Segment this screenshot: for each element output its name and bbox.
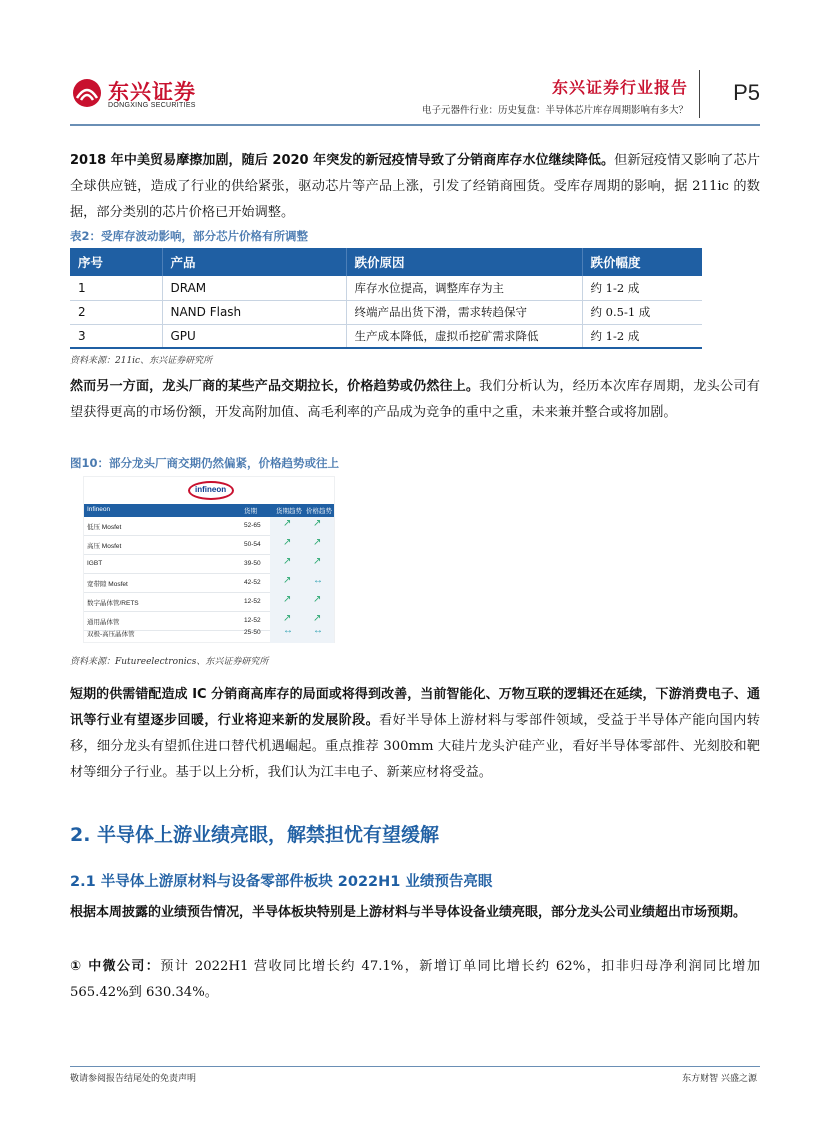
table-source: 资料来源：211ic、东兴证券研究所 bbox=[70, 356, 213, 366]
logo-english-name: DONGXING SECURITIES bbox=[108, 102, 196, 109]
paragraph-5-text: 预计 2022H1 营收同比增长约 47.1%，新增订单同比增长约 62%，扣非归母净利润同比增加 565.42%到 630.34%。 bbox=[70, 959, 761, 1000]
figure-product: 高压 Mosfet bbox=[87, 543, 122, 550]
header-rule bbox=[70, 124, 760, 126]
paragraph-1 bbox=[70, 148, 760, 226]
table-cell: 约 1-2 成 bbox=[582, 276, 702, 300]
table-cell: 约 1-2 成 bbox=[582, 324, 702, 348]
paragraph-4 bbox=[70, 900, 760, 926]
figure-product: 宽带隙 Mosfet bbox=[87, 581, 128, 588]
table-cell: 库存水位提高，调整库存为主 bbox=[346, 276, 582, 300]
figure-product: IGBT bbox=[87, 560, 103, 567]
paragraph-5 bbox=[70, 954, 760, 1006]
lead-time-trend-icon: ↗ bbox=[283, 537, 292, 548]
figure-row bbox=[84, 517, 334, 536]
figure-source: 资料来源：Futureelectronics、东兴证券研究所 bbox=[70, 657, 269, 667]
figure-lead-time: 12-52 bbox=[244, 598, 261, 605]
table-cell: 2 bbox=[70, 300, 162, 324]
figure-lead-time: 12-52 bbox=[244, 617, 261, 624]
paragraph-3-bold: 短期的供需错配造成 IC 分销商高库存的局面或将得到改善，当前智能化、万物互联的逻辑还在延续，下游消费电子、通讯等行业有望逐步回暖，行业将迎来新的发展阶段。 bbox=[70, 687, 760, 728]
paragraph-2-bold: 然而另一方面，龙头厂商的某些产品交期拉长，价格趋势或仍然往上。 bbox=[70, 379, 480, 394]
figure-row bbox=[84, 555, 334, 574]
figure-row bbox=[84, 593, 334, 612]
price-trend-icon: ↗ bbox=[313, 537, 322, 548]
table-cell: 3 bbox=[70, 324, 162, 348]
figure-trend-bg bbox=[270, 574, 334, 593]
infineon-logo-text: infineon bbox=[195, 485, 227, 494]
price-trend-icon: ↗ bbox=[313, 613, 322, 624]
price-trend-icon: ↔ bbox=[313, 575, 323, 586]
figure-row bbox=[84, 574, 334, 593]
footer-rule bbox=[70, 1066, 760, 1067]
lead-time-trend-icon: ↔ bbox=[283, 625, 293, 636]
lead-time-trend-icon: ↗ bbox=[283, 556, 292, 567]
logo-chinese-name: 东兴证券 bbox=[108, 80, 196, 104]
table-row bbox=[70, 324, 702, 348]
figure-header-cell: Infineon bbox=[87, 506, 111, 513]
price-adjustment-table bbox=[70, 248, 702, 349]
figure-product: 低压 Mosfet bbox=[87, 524, 122, 531]
company-logo bbox=[70, 76, 220, 122]
figure-product: 双极-高压晶体管 bbox=[87, 631, 135, 638]
table-header-row bbox=[70, 248, 702, 276]
figure-lead-time: 25-50 bbox=[244, 629, 261, 636]
section-heading-2: 2. 半导体上游业绩亮眼，解禁担忧有望缓解 bbox=[70, 824, 440, 846]
lead-time-trend-icon: ↗ bbox=[283, 613, 292, 624]
table-cell: 1 bbox=[70, 276, 162, 300]
figure-header-row bbox=[84, 504, 334, 517]
paragraph-5-bold: ① 中微公司： bbox=[70, 959, 161, 974]
page-number: P5 bbox=[733, 80, 760, 105]
table-cell: DRAM bbox=[162, 276, 346, 300]
paragraph-2 bbox=[70, 374, 760, 426]
table-cell: 约 0.5-1 成 bbox=[582, 300, 702, 324]
table-header-cell: 跌价幅度 bbox=[582, 248, 702, 276]
table-header-cell: 序号 bbox=[70, 248, 162, 276]
figure-trend-bg bbox=[270, 555, 334, 574]
report-title: 东兴证券行业报告 bbox=[551, 78, 688, 97]
figure-lead-time: 50-54 bbox=[244, 541, 261, 548]
price-trend-icon: ↗ bbox=[313, 518, 322, 529]
header-divider bbox=[699, 70, 700, 118]
paragraph-3-text: 看好半导体上游材料与零部件领域，受益于半导体产能向国内转移，细分龙头有望抓住进口替代机遇崛起。重点推荐 300mm 大硅片龙头沪硅产业，看好半导体零部件、光刻胶和靶材等细分子行业。基于以上分析，我们认为江丰电子、新莱应材将受益。 bbox=[70, 713, 760, 780]
footer-disclaimer: 敬请参阅报告结尾处的免责声明 bbox=[70, 1074, 197, 1084]
infineon-logo bbox=[188, 481, 234, 500]
table-cell: 终端产品出货下滑，需求转趋保守 bbox=[346, 300, 582, 324]
price-trend-icon: ↗ bbox=[313, 594, 322, 605]
paragraph-4-bold: 根据本周披露的业绩预告情况，半导体板块特别是上游材料与半导体设备业绩亮眼，部分龙头公司业绩超出市场预期。 bbox=[70, 905, 747, 920]
lead-time-trend-icon: ↗ bbox=[283, 518, 292, 529]
figure-product: 通用晶体管 bbox=[87, 619, 120, 626]
report-subtitle: 电子元器件行业：历史复盘：半导体芯片库存周期影响有多大？ bbox=[421, 105, 688, 116]
figure-row bbox=[84, 624, 334, 643]
page-header bbox=[70, 62, 760, 122]
figure-row bbox=[84, 536, 334, 555]
figure-lead-time: 39-50 bbox=[244, 560, 261, 567]
table-cell: NAND Flash bbox=[162, 300, 346, 324]
subsection-heading-2-1: 2.1 半导体上游原材料与设备零部件板块 2022H1 业绩预告亮眼 bbox=[70, 874, 493, 890]
figure-header-cell: 货期 bbox=[244, 508, 257, 515]
figure-lead-time: 42-52 bbox=[244, 579, 261, 586]
table-caption: 表2：受库存波动影响，部分芯片价格有所调整 bbox=[70, 229, 308, 243]
table-cell: GPU bbox=[162, 324, 346, 348]
paragraph-1-bold: 2018 年中美贸易摩擦加剧，随后 2020 年突发的新冠疫情导致了分销商库存水位继续降低。 bbox=[70, 153, 615, 168]
figure-trend-bg bbox=[270, 624, 334, 643]
paragraph-3 bbox=[70, 682, 760, 786]
table-cell: 生产成本降低，虚拟币挖矿需求降低 bbox=[346, 324, 582, 348]
table-row bbox=[70, 276, 702, 300]
figure-trend-bg bbox=[270, 517, 334, 536]
table-header-cell: 产品 bbox=[162, 248, 346, 276]
paragraph-1-text: 但新冠疫情又影响了芯片全球供应链，造成了行业的供给紧张，驱动芯片等产品上涨，引发了经销商囤货。受库存周期的影响，据 211ic 的数据，部分类别的芯片价格已开始调整。 bbox=[70, 153, 761, 220]
price-trend-icon: ↔ bbox=[313, 625, 323, 636]
table-row bbox=[70, 300, 702, 324]
figure-product: 数字晶体管/RETS bbox=[87, 600, 139, 607]
dongxing-logo-icon bbox=[72, 78, 102, 108]
infineon-lead-time-figure bbox=[83, 476, 335, 643]
figure-trend-bg bbox=[270, 593, 334, 612]
price-trend-icon: ↗ bbox=[313, 556, 322, 567]
figure-trend-bg bbox=[270, 536, 334, 555]
table-header-cell: 跌价原因 bbox=[346, 248, 582, 276]
lead-time-trend-icon: ↗ bbox=[283, 575, 292, 586]
figure-header-cell: 价格趋势 bbox=[306, 508, 332, 515]
figure-header-cell: 货期趋势 bbox=[276, 508, 302, 515]
figure-lead-time: 52-65 bbox=[244, 522, 261, 529]
figure-caption: 图10：部分龙头厂商交期仍然偏紧，价格趋势或往上 bbox=[70, 456, 340, 470]
footer-slogan: 东方财智 兴盛之源 bbox=[682, 1074, 757, 1084]
lead-time-trend-icon: ↗ bbox=[283, 594, 292, 605]
paragraph-2-text: 我们分析认为，经历本次库存周期，龙头公司有望获得更高的市场份额，开发高附加值、高毛利率的产品成为竞争的重中之重，未来兼并整合或将加剧。 bbox=[70, 379, 760, 420]
